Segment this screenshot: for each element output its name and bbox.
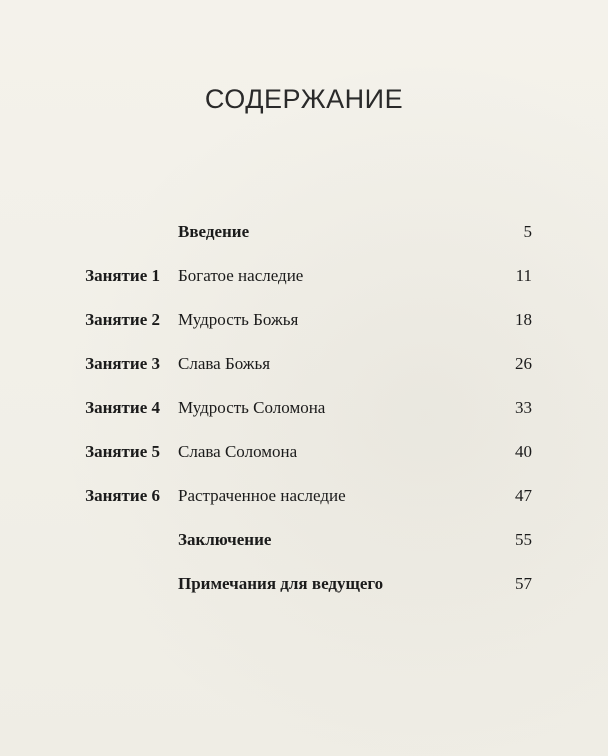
toc-page-number: 57 (515, 574, 532, 593)
toc-page-number: 18 (515, 310, 532, 329)
toc-row-conclusion (0, 526, 608, 556)
toc-row-lesson-4 (0, 394, 608, 424)
toc-page-number: 5 (523, 222, 532, 241)
toc-row-introduction (0, 218, 608, 248)
toc-lesson-label: Занятие 4 (85, 398, 160, 417)
toc-entry-title: Примечания для ведущего (178, 574, 384, 593)
toc-row-lesson-6 (0, 482, 608, 512)
toc-entry-title: Слава Соломона (178, 442, 298, 461)
toc-row-lesson-3 (0, 350, 608, 380)
toc-page-number: 47 (515, 486, 532, 505)
toc-lesson-label: Занятие 2 (85, 310, 160, 329)
toc-page-number: 40 (515, 442, 532, 461)
toc-lesson-label: Занятие 1 (85, 266, 160, 285)
toc-entry-title: Растраченное наследие (178, 486, 346, 505)
toc-entry-title: Мудрость Божья (178, 310, 299, 329)
toc-lesson-label: Занятие 3 (85, 354, 160, 373)
toc-page-number: 11 (515, 266, 532, 285)
toc-row-lesson-2 (0, 306, 608, 336)
toc-page-number: 33 (515, 398, 532, 417)
toc-entry-title: Мудрость Соломона (178, 398, 326, 417)
toc-entry-title: Богатое наследие (178, 266, 304, 285)
toc-page-number: 26 (515, 354, 532, 373)
toc-row-lesson-5 (0, 438, 608, 468)
toc-entry-title: Введение (178, 222, 250, 241)
toc-entry-title: Заключение (178, 530, 272, 549)
page-title: СОДЕРЖАНИЕ (204, 84, 404, 114)
toc-row-leader-notes (0, 570, 608, 600)
toc-entry-title: Слава Божья (178, 354, 271, 373)
toc-lesson-label: Занятие 5 (85, 442, 160, 461)
toc-lesson-label: Занятие 6 (85, 486, 160, 505)
toc-row-lesson-1 (0, 262, 608, 292)
toc-page-number: 55 (515, 530, 532, 549)
